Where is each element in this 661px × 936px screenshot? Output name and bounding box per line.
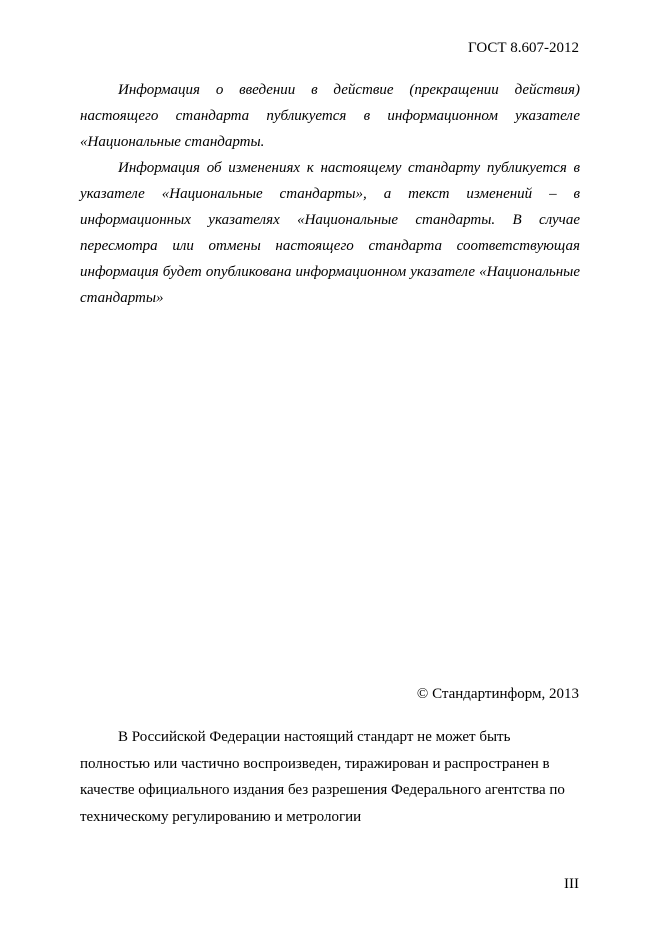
document-header-code: ГОСТ 8.607-2012 (468, 40, 579, 56)
copyright-line: © Стандартинформ, 2013 (416, 686, 579, 702)
page-number: III (564, 876, 579, 892)
publication-info-section (80, 77, 580, 311)
reproduction-notice-section (80, 724, 580, 830)
info-paragraph-introduction: Информация о введении в действие (прекращении действия) настоящего стандарта публикуется в информационном указателе «Национальные стандарты. (80, 82, 580, 150)
reproduction-notice-paragraph: В Российской Федерации настоящий стандарт не может быть полностью или частично воспроизведен, тиражирован и распространен в качестве официального издания без разрешения Федерального агентства по техническому регулированию и метрологии (80, 729, 565, 825)
info-paragraph-changes: Информация об изменениях к настоящему стандарту публикуется в указателе «Национальные стандарты», а текст изменений – в информационных указателях «Национальные стандарты. В случае пересмотра или отмены настоящего стандарта соответствующая информация будет опубликована информационном указателе «Национальные стандарты» (80, 160, 580, 306)
